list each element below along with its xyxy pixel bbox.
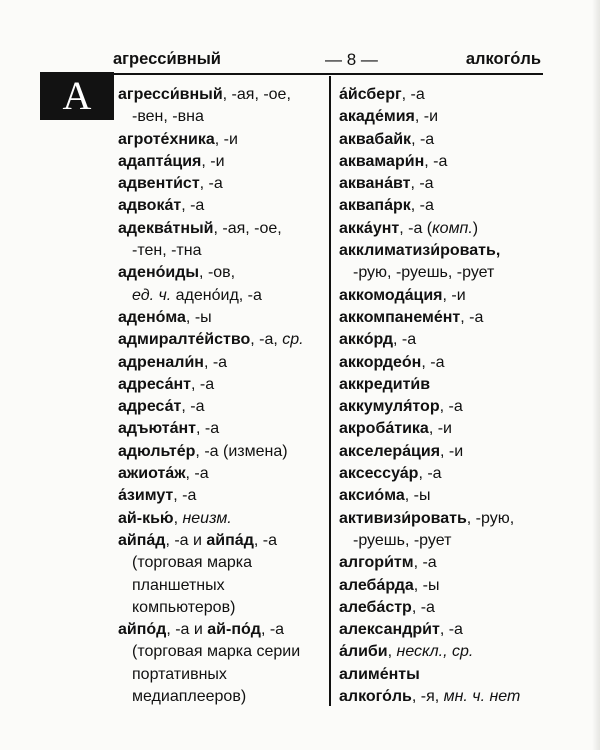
entry-text: , -и — [428, 420, 452, 438]
entry-text: , -и — [201, 152, 225, 170]
entry-line — [339, 195, 549, 217]
entry-text: , -а, — [250, 331, 283, 349]
entry-line — [339, 173, 549, 195]
headword: адвенти́ст — [118, 175, 200, 193]
entry-text: , -и — [440, 442, 464, 460]
headword: аквана́вт — [339, 175, 411, 193]
entry-text: , — [173, 509, 183, 527]
grammar-note: неизм. — [182, 509, 232, 527]
header-rule — [113, 73, 543, 75]
grammar-note: комп. — [432, 219, 473, 237]
entry-text: , -а — [203, 353, 228, 371]
entry-line — [118, 173, 323, 195]
entry-line — [339, 552, 549, 574]
entry-text: планшетных — [132, 576, 225, 594]
entry-line — [339, 508, 549, 530]
entry-line — [118, 352, 323, 374]
letter-thumb-tab: А — [40, 72, 114, 120]
headword: аккомпанеме́нт — [339, 308, 461, 326]
entry-text: , -а — [173, 487, 197, 505]
entry-line — [339, 530, 549, 552]
entry-text: , -рую, — [466, 509, 515, 527]
headword: алкого́ль — [339, 688, 412, 706]
headword: адюльте́р — [118, 442, 196, 460]
headword: аквабайк — [339, 130, 412, 148]
entry-text: , -и — [442, 286, 466, 304]
headword: айпа́д — [118, 531, 166, 549]
entry-line — [118, 307, 323, 329]
entry-line — [339, 396, 549, 418]
entry-text: , -ая, -ое, — [213, 219, 282, 237]
entry-line — [339, 151, 549, 173]
headword: адеква́тный — [118, 219, 214, 237]
entry-line — [339, 619, 549, 641]
entry-text: , -а ( — [399, 219, 433, 237]
entry-line — [339, 262, 549, 284]
entry-line — [118, 619, 323, 641]
right-column — [339, 84, 549, 708]
headword: агресси́вный — [118, 86, 223, 103]
entry-text: , -а и — [166, 621, 208, 639]
grammar-note: мн. ч. нет — [443, 688, 521, 706]
entry-text: , -а — [181, 398, 205, 416]
grammar-note: ед. ч. — [132, 286, 172, 304]
entry-text: , -а (измена) — [195, 442, 288, 460]
entry-line — [118, 129, 323, 151]
entry-line — [339, 285, 549, 307]
headword: адено́иды — [118, 264, 200, 282]
entry-text: , -а и — [165, 531, 207, 549]
entry-text: , -а — [260, 621, 285, 639]
headword: а́йсберг — [339, 86, 402, 103]
headword: адено́ма — [118, 308, 186, 326]
headword: акка́унт — [339, 219, 400, 237]
headword: агроте́хника — [118, 130, 215, 148]
headword: александри́т — [339, 621, 440, 639]
entry-line — [118, 641, 323, 663]
headword: акроба́тика — [339, 420, 429, 438]
entry-line — [118, 151, 323, 173]
header-last-word: алкого́ль — [465, 50, 541, 68]
headword: алиме́нты — [339, 665, 420, 683]
headword: акклиматизи́ровать, — [339, 242, 501, 260]
entry-line — [118, 240, 323, 262]
headword: адвока́т — [118, 197, 182, 215]
headword: активизи́ровать — [339, 509, 467, 527]
entry-line — [339, 240, 549, 262]
entry-line — [339, 352, 549, 374]
entry-line — [339, 374, 549, 396]
headword: алгори́тм — [339, 554, 414, 572]
entry-text: , -а — [185, 465, 209, 483]
entry-line — [118, 686, 323, 708]
entry-line — [339, 641, 549, 663]
headword: адренали́н — [118, 353, 204, 371]
entry-text: , -а — [181, 197, 205, 215]
entry-text: -рую, -руешь, -рует — [353, 264, 495, 282]
entry-text: , -а — [439, 621, 463, 639]
entry-line — [339, 575, 549, 597]
entry-line — [339, 485, 549, 507]
headword: адъюта́нт — [118, 420, 197, 438]
entry-line — [339, 463, 549, 485]
entry-text: , -я, — [411, 688, 444, 706]
page-number: — 8 — — [325, 50, 378, 69]
running-header — [113, 50, 541, 72]
entry-text: , -а — [411, 130, 435, 148]
entry-line — [339, 441, 549, 463]
entry-text: -тен, -тна — [132, 242, 202, 260]
entry-text: , -а — [460, 308, 484, 326]
grammar-note: нескл., ср. — [396, 643, 474, 661]
entry-text: , -а — [413, 554, 437, 572]
entry-text: , -а — [253, 531, 277, 549]
headword: аквапа́рк — [339, 197, 411, 215]
entry-text: компьютеров) — [132, 598, 236, 616]
grammar-note: ср. — [282, 331, 304, 349]
entry-line — [118, 329, 323, 351]
headword: айпа́д — [206, 531, 254, 549]
entry-line — [118, 485, 323, 507]
entry-text: , -и — [414, 108, 439, 126]
entry-text: ) — [472, 219, 479, 237]
entry-text: , -ая, -ое, — [222, 86, 291, 103]
entry-line — [118, 575, 323, 597]
headword: адапта́ция — [118, 152, 202, 170]
entry-text: , -ы — [185, 308, 212, 326]
entry-line — [118, 441, 323, 463]
headword: аксио́ма — [339, 487, 405, 505]
headword: а́либи — [339, 643, 388, 661]
entry-line — [118, 262, 323, 284]
entry-text: (торговая марка серии — [132, 643, 301, 661]
entry-text: , -а — [410, 175, 434, 193]
headword: акко́рд — [339, 331, 394, 349]
entry-text: адено́ид, -а — [171, 286, 262, 304]
entry-text: -вен, -вна — [132, 108, 204, 126]
headword: адмиралте́йство — [118, 331, 251, 349]
entry-line — [118, 664, 323, 686]
entry-line — [118, 463, 323, 485]
entry-line — [118, 396, 323, 418]
entry-text: , -ы — [404, 487, 431, 505]
entry-text: , -а — [424, 152, 448, 170]
headword: адреса́т — [118, 398, 182, 416]
entry-line — [339, 129, 549, 151]
entry-line — [339, 84, 549, 106]
entry-text: , -а — [199, 175, 223, 193]
entry-line — [118, 84, 323, 106]
entry-line — [339, 329, 549, 351]
headword: акселера́ция — [339, 442, 441, 460]
entry-text: , -а — [393, 331, 417, 349]
entry-text: , -а — [410, 197, 434, 215]
entry-line — [339, 597, 549, 619]
headword: айпо́д — [118, 621, 167, 639]
entry-line — [118, 597, 323, 619]
page-edge-shadow — [592, 0, 600, 750]
entry-text: (торговая марка — [132, 554, 253, 572]
headword: ажиота́ж — [118, 465, 186, 483]
entry-text: медиаплееров) — [132, 688, 247, 706]
headword: аккомода́ция — [339, 286, 443, 304]
headword: ай-кью́ — [118, 509, 174, 527]
headword: а́зимут — [118, 487, 174, 505]
headword: аквамари́н — [339, 152, 425, 170]
entry-text: , -а — [196, 420, 220, 438]
entry-line — [339, 664, 549, 686]
headword: аккордео́н — [339, 353, 422, 371]
entry-line — [118, 552, 323, 574]
entry-line — [118, 218, 323, 240]
headword: аккредити́в — [339, 375, 431, 393]
entry-text: , -а — [191, 375, 215, 393]
headword: аккумуля́тор — [339, 398, 440, 416]
headword: ай-по́д — [207, 621, 261, 639]
entry-text: портативных — [132, 665, 227, 683]
entry-line — [339, 418, 549, 440]
entry-text: , -а — [401, 86, 425, 103]
entry-text: -руешь, -рует — [353, 531, 452, 549]
entry-line — [339, 218, 549, 240]
entry-text: , -а — [439, 398, 463, 416]
entry-text: , -и — [214, 130, 238, 148]
entry-text: , -ы — [413, 576, 440, 594]
headword: акаде́мия — [339, 108, 415, 126]
headword: алеба́стр — [339, 598, 412, 616]
headword: алеба́рда — [339, 576, 414, 594]
entry-line — [339, 686, 549, 708]
entry-line — [118, 374, 323, 396]
headword: аксессуа́р — [339, 465, 419, 483]
entry-line — [339, 307, 549, 329]
entry-line — [118, 195, 323, 217]
entry-line — [118, 530, 323, 552]
entry-line — [339, 106, 549, 128]
headword: адреса́нт — [118, 375, 192, 393]
left-column — [118, 84, 323, 708]
entry-text: , -а — [418, 465, 442, 483]
entry-line — [118, 106, 323, 128]
header-first-word: агресси́вный — [113, 50, 221, 68]
entry-text: , — [387, 643, 397, 661]
entry-line — [118, 285, 323, 307]
entry-line — [118, 418, 323, 440]
entry-text: , -а — [421, 353, 445, 371]
entry-line — [118, 508, 323, 530]
column-divider — [329, 76, 331, 706]
entry-text: , -а — [411, 598, 435, 616]
entry-text: , -ов, — [199, 264, 236, 282]
